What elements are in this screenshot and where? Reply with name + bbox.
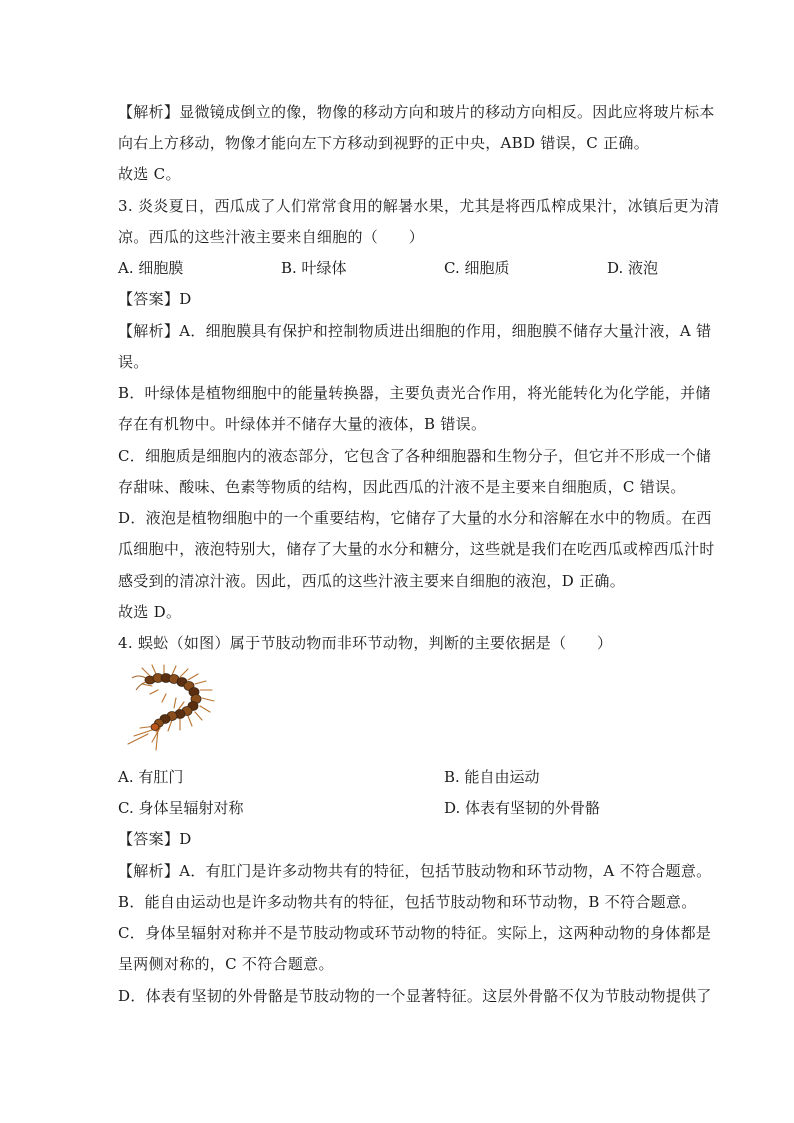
q3-option-b: B. 叶绿体 <box>281 259 347 277</box>
q4-option-b: B. 能自由运动 <box>444 768 540 786</box>
text-line: 故选 C。 <box>118 165 181 183</box>
text-line: 呈两侧对称的，C 不符合题意。 <box>118 955 334 973</box>
text-line: 误。 <box>118 353 149 371</box>
text-line: C．细胞质是细胞内的液态部分，它包含了各种细胞器和生物分子，但它并不形成一个储 <box>118 447 712 465</box>
q4-option-a: A. 有肛门 <box>118 768 184 786</box>
q4-option-d: D. 体表有坚韧的外骨骼 <box>444 799 601 817</box>
q3-option-a: A. 细胞膜 <box>118 259 184 277</box>
text-line: 【解析】A．细胞膜具有保护和控制物质进出细胞的作用，细胞膜不储存大量汁液，A 错 <box>118 322 712 340</box>
answer-label: 【答案】D <box>118 290 192 308</box>
text-line: C．身体呈辐射对称并不是节肢动物或环节动物的特征。实际上，这两种动物的身体都是 <box>118 924 712 942</box>
text-line: 【解析】显微镜成倒立的像，物像的移动方向和玻片的移动方向相反。因此应将玻片标本 <box>118 103 715 121</box>
question-3-stem: 3. 炎炎夏日，西瓜成了人们常常食用的解暑水果，尤其是将西瓜榨成果汁，冰镇后更为清 <box>118 197 720 215</box>
text-line: B．能自由运动也是许多动物共有的特征，包括节肢动物和环节动物，B 不符合题意。 <box>118 893 697 911</box>
text-line: 存甜味、酸味、色素等物质的结构，因此西瓜的汁液不是主要来自细胞质，C 错误。 <box>118 478 686 496</box>
text-line: 存在有机物中。叶绿体并不储存大量的液体，B 错误。 <box>118 415 487 433</box>
question-3-stem: 凉。西瓜的这些汁液主要来自细胞的（ ） <box>118 228 425 246</box>
text-line: 感受到的清凉汁液。因此，西瓜的这些汁液主要来自细胞的液泡，D 正确。 <box>118 572 625 590</box>
text-line: B．叶绿体是植物细胞中的能量转换器，主要负责光合作用，将光能转化为化学能，并储 <box>118 384 711 402</box>
centipede-image <box>122 664 226 752</box>
text-line: 故选 D。 <box>118 603 182 621</box>
q3-option-d: D. 液泡 <box>607 259 659 277</box>
q4-option-c: C. 身体呈辐射对称 <box>118 799 244 817</box>
text-line: 瓜细胞中，液泡特别大，储存了大量的水分和糖分，这些就是我们在吃西瓜或榨西瓜汁时 <box>118 540 715 558</box>
text-line: D．液泡是植物细胞中的一个重要结构，它储存了大量的水分和溶解在水中的物质。在西 <box>118 509 712 527</box>
q3-option-c: C. 细胞质 <box>444 259 510 277</box>
text-line: D．体表有坚韧的外骨骼是节肢动物的一个显著特征。这层外骨骼不仅为节肢动物提供了 <box>118 987 712 1005</box>
text-line: 【解析】A．有肛门是许多动物共有的特征，包括节肢动物和环节动物，A 不符合题意。 <box>118 862 712 880</box>
question-4-stem: 4. 蜈蚣（如图）属于节肢动物而非环节动物，判断的主要依据是（ ） <box>118 634 613 652</box>
answer-label: 【答案】D <box>118 830 192 848</box>
text-line: 向右上方移动，物像才能向左下方移动到视野的正中央，ABD 错误，C 正确。 <box>118 134 649 152</box>
